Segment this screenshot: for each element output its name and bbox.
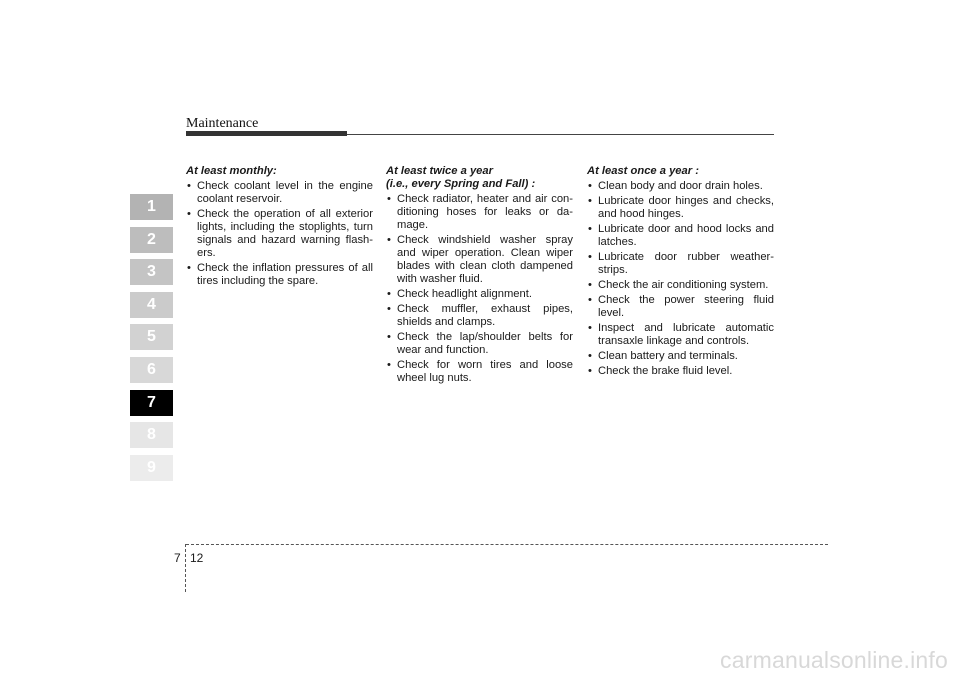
- chapter-tabs: [130, 194, 173, 487]
- column-monthly: [186, 165, 373, 290]
- chapter-tab-8[interactable]: [130, 422, 173, 448]
- chapter-tab-3[interactable]: [130, 259, 173, 285]
- list-item: • Check the lap/shoulder belts for wear and function.: [387, 331, 573, 356]
- tab-label: 3: [147, 263, 156, 281]
- chapter-tab-6[interactable]: [130, 357, 173, 383]
- column-heading: At least once a year :: [587, 165, 699, 177]
- chapter-tab-1[interactable]: [130, 194, 173, 220]
- column-yearly: [587, 165, 774, 380]
- checklist: [186, 180, 373, 288]
- checklist: [587, 180, 774, 378]
- chapter-tab-9[interactable]: [130, 455, 173, 481]
- page-number: 12: [190, 551, 204, 565]
- list-item: • Check the air conditioning system.: [588, 279, 769, 291]
- tab-label: 7: [147, 393, 156, 411]
- list-item: • Check radiator, heater and air con-ditioning hoses for leaks or da-mage.: [387, 193, 573, 231]
- list-item: • Check coolant level in the engine coolant reservoir.: [187, 180, 373, 205]
- header-rule-thin: [347, 134, 774, 135]
- tab-label: 1: [147, 198, 156, 215]
- tab-label: 5: [147, 328, 156, 346]
- column-subheading: (i.e., every Spring and Fall) :: [386, 178, 536, 190]
- list-item: • Check the brake fluid level.: [588, 365, 733, 377]
- list-item: • Clean battery and terminals.: [588, 350, 738, 362]
- tab-label: 6: [147, 360, 156, 378]
- header-rule-thick: [186, 131, 347, 136]
- tab-label: 9: [147, 458, 156, 476]
- list-item: • Clean body and door drain holes.: [588, 180, 763, 192]
- list-item: • Check headlight alignment.: [387, 288, 532, 300]
- list-item: • Lubricate door and hood locks and latches.: [588, 223, 774, 248]
- list-item: • Check the power steering fluid level.: [588, 294, 774, 319]
- column-heading: At least twice a year: [386, 165, 493, 177]
- footer-rule: [186, 544, 828, 545]
- checklist: [386, 193, 573, 385]
- page-chapter-number: 7: [174, 551, 181, 565]
- list-item: • Inspect and lubricate automatic transaxle linkage and controls.: [588, 322, 774, 347]
- chapter-tab-7[interactable]: [130, 390, 173, 416]
- list-item: • Lubricate door hinges and checks, and hood hinges.: [588, 195, 774, 220]
- list-item: • Lubricate door rubber weather-strips.: [588, 251, 774, 276]
- list-item: • Check muffler, exhaust pipes, shields and clamps.: [387, 303, 573, 328]
- chapter-tab-5[interactable]: [130, 324, 173, 350]
- chapter-tab-4[interactable]: [130, 292, 173, 318]
- tab-label: 8: [147, 426, 156, 444]
- chapter-tab-2[interactable]: [130, 227, 173, 253]
- column-twice-yearly: [386, 165, 573, 387]
- tab-label: 4: [147, 295, 156, 313]
- column-heading: At least monthly:: [186, 165, 277, 177]
- header-title: Maintenance: [186, 116, 259, 131]
- list-item: • Check the inflation pressures of all tires including the spare.: [187, 262, 373, 287]
- footer-divider: [185, 544, 186, 592]
- list-item: • Check windshield washer spray and wiper operation. Clean wiper blades with clean cloth dampened with washer fluid.: [387, 234, 573, 285]
- tab-label: 2: [147, 230, 156, 248]
- list-item: • Check the operation of all exterior lights, including the stoplights, turn signals and hazard warning flash-ers.: [187, 208, 373, 259]
- watermark-text: carmanualsonline.info: [720, 647, 948, 673]
- list-item: • Check for worn tires and loose wheel lug nuts.: [387, 359, 573, 384]
